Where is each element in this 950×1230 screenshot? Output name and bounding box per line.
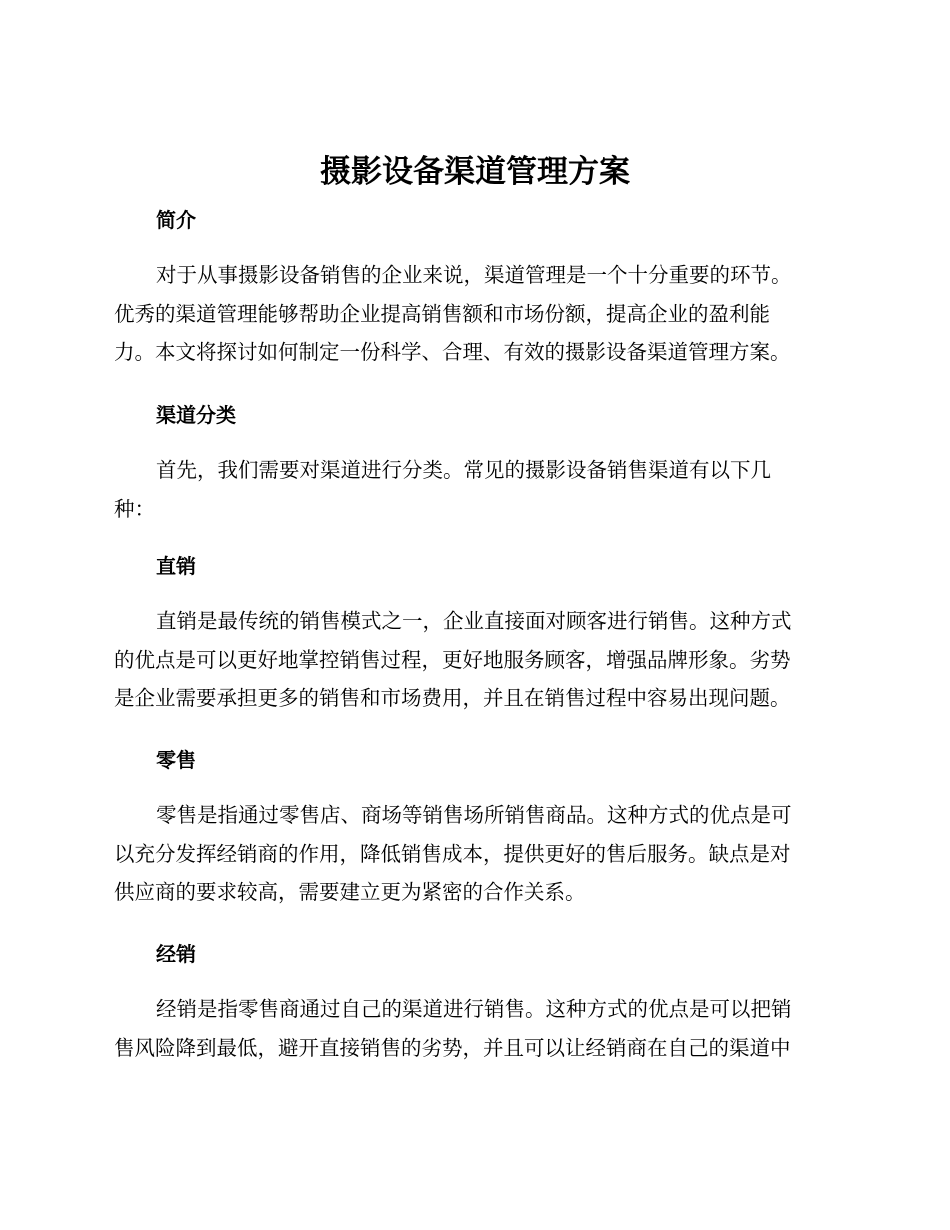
document-title: 摄影设备渠道管理方案 bbox=[320, 154, 630, 190]
paragraph-line: 以充分发挥经销商的作用，降低销售成本，提供更好的售后服务。缺点是对 bbox=[114, 841, 791, 866]
paragraph-line: 直销是最传统的销售模式之一，企业直接面对顾客进行销售。这种方式 bbox=[156, 609, 792, 633]
section-paragraph-direct-sales bbox=[114, 602, 834, 718]
paragraph-line: 供应商的要求较高，需要建立更为紧密的合作关系。 bbox=[114, 880, 586, 904]
paragraph-line: 对于从事摄影设备销售的企业来说，渠道管理是一个十分重要的环节。 bbox=[156, 263, 792, 287]
section-heading-distribution: 经销 bbox=[156, 942, 196, 966]
paragraph-line: 首先，我们需要对渠道进行分类。常见的摄影设备销售渠道有以下几 bbox=[156, 458, 771, 482]
section-heading-direct-sales: 直销 bbox=[156, 554, 196, 578]
paragraph-line: 是企业需要承担更多的销售和市场费用，并且在销售过程中容易出现问题。 bbox=[114, 686, 791, 710]
section-heading-intro: 简介 bbox=[156, 208, 196, 232]
paragraph-line: 优秀的渠道管理能够帮助企业提高销售额和市场份额，提高企业的盈利能 bbox=[114, 301, 770, 326]
section-heading-retail: 零售 bbox=[156, 748, 196, 772]
section-paragraph-intro bbox=[114, 256, 834, 372]
paragraph-line: 售风险降到最低，避开直接销售的劣势，并且可以让经销商在自己的渠道中 bbox=[114, 1035, 791, 1060]
section-paragraph-distribution bbox=[114, 990, 834, 1067]
paragraph-line: 的优点是可以更好地掌控销售过程，更好地服务顾客，增强品牌形象。劣势 bbox=[114, 647, 791, 672]
section-paragraph-channel-types bbox=[114, 451, 834, 528]
paragraph-line: 零售是指通过零售店、商场等销售场所销售商品。这种方式的优点是可 bbox=[156, 803, 792, 827]
section-heading-channel-types: 渠道分类 bbox=[156, 403, 236, 427]
section-paragraph-retail bbox=[114, 796, 834, 912]
paragraph-line: 经销是指零售商通过自己的渠道进行销售。这种方式的优点是可以把销 bbox=[156, 997, 792, 1021]
paragraph-line: 种： bbox=[114, 496, 155, 521]
paragraph-line: 力。本文将探讨如何制定一份科学、合理、有效的摄影设备渠道管理方案。 bbox=[114, 340, 791, 364]
